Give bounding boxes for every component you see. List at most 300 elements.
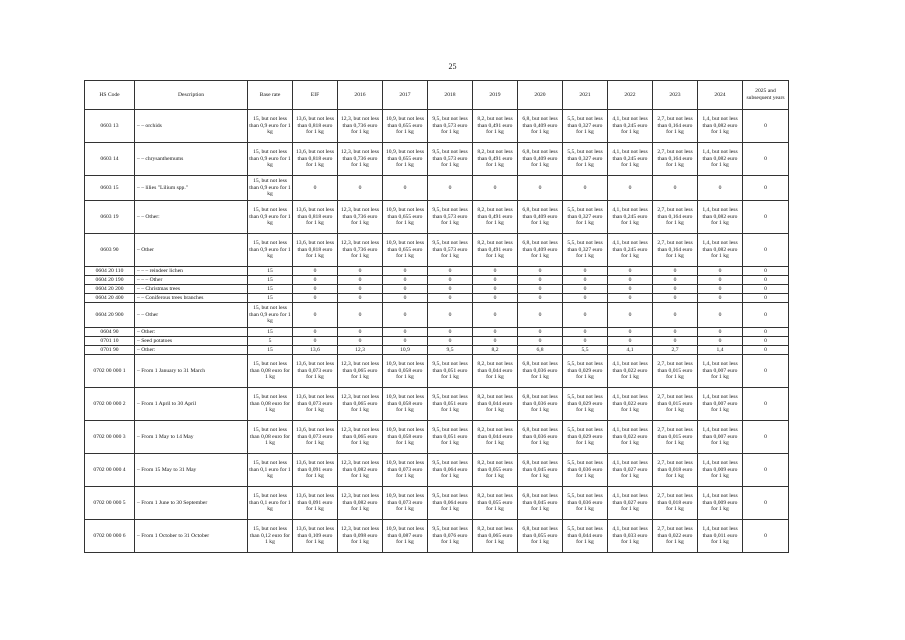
- rate-cell: 0: [743, 234, 789, 267]
- rate-cell: 0: [293, 294, 338, 303]
- rate-cell: 15, but not less than 0,9 euro for 1 kg: [248, 110, 293, 143]
- rate-cell: 15, but not less than 0,9 euro for 1 kg: [248, 176, 293, 201]
- table-row: [85, 143, 789, 176]
- rate-cell: 12,3, but not less than 0,736 euro for 1 kg: [338, 110, 383, 143]
- rate-cell: 15, but not less than 0,9 euro for 1 kg: [248, 201, 293, 234]
- rate-cell: 0: [653, 337, 698, 346]
- rate-cell: 0: [653, 303, 698, 328]
- column-header: 2023: [653, 81, 698, 110]
- rate-cell: 12,3, but not less than 0,736 euro for 1 kg: [338, 234, 383, 267]
- column-header: Description: [135, 81, 248, 110]
- rate-cell: 0: [383, 303, 428, 328]
- rate-cell: 15, but not less than 0,08 euro for 1 kg: [248, 355, 293, 388]
- description-cell: – Seed potatoes: [135, 337, 248, 346]
- hs-code-cell: 0604 20 400: [85, 294, 135, 303]
- rate-cell: 4,1, but not less than 0,027 euro for 1 kg: [608, 454, 653, 487]
- table-row: [85, 234, 789, 267]
- rate-cell: 0: [338, 337, 383, 346]
- rate-cell: 15, but not less than 0,1 euro for 1 kg: [248, 454, 293, 487]
- rate-cell: 0: [653, 294, 698, 303]
- rate-cell: 9,5, but not less than 0,064 euro for 1 kg: [428, 454, 473, 487]
- rate-cell: 10,9, but not less than 0,073 euro for 1 kg: [383, 454, 428, 487]
- rate-cell: 10,9, but not less than 0,655 euro for 1 kg: [383, 143, 428, 176]
- rate-cell: 0: [608, 276, 653, 285]
- rate-cell: 0: [518, 285, 563, 294]
- column-header: 2024: [698, 81, 743, 110]
- rate-cell: 0: [428, 276, 473, 285]
- rate-cell: 15: [248, 328, 293, 337]
- rate-cell: 0: [563, 276, 608, 285]
- rate-cell: 0: [653, 176, 698, 201]
- rate-cell: 4,1, but not less than 0,022 euro for 1 kg: [608, 421, 653, 454]
- rate-cell: 1,4, but not less than 0,007 euro for 1 kg: [698, 355, 743, 388]
- rate-cell: 0: [293, 285, 338, 294]
- rate-cell: 8,2, but not less than 0,491 euro for 1 kg: [473, 234, 518, 267]
- rate-cell: 0: [653, 276, 698, 285]
- rate-cell: 1,4, but not less than 0,009 euro for 1 kg: [698, 487, 743, 520]
- rate-cell: 8,2, but not less than 0,065 euro for 1 kg: [473, 520, 518, 553]
- rate-cell: 2,7, but not less than 0,164 euro for 1 kg: [653, 201, 698, 234]
- rate-cell: 6,8, but not less than 0,409 euro for 1 kg: [518, 201, 563, 234]
- rate-cell: 9,5, but not less than 0,051 euro for 1 kg: [428, 421, 473, 454]
- rate-cell: 0: [518, 328, 563, 337]
- rate-cell: 15, but not less than 0,08 euro for 1 kg: [248, 388, 293, 421]
- rate-cell: 1,4, but not less than 0,082 euro for 1 kg: [698, 110, 743, 143]
- rate-cell: 0: [608, 267, 653, 276]
- description-cell: – – – reindeer lichen: [135, 267, 248, 276]
- rate-cell: 6,8, but not less than 0,409 euro for 1 kg: [518, 234, 563, 267]
- table-row: [85, 487, 789, 520]
- rate-cell: 0: [518, 176, 563, 201]
- column-header: 2019: [473, 81, 518, 110]
- table-row: [85, 201, 789, 234]
- rate-cell: 13,6, but not less than 0,818 euro for 1 kg: [293, 143, 338, 176]
- rate-cell: 15: [248, 346, 293, 355]
- hs-code-cell: 0702 00 000 6: [85, 520, 135, 553]
- hs-code-cell: 0604 20 110: [85, 267, 135, 276]
- rate-cell: 6,8, but not less than 0,045 euro for 1 kg: [518, 487, 563, 520]
- rate-cell: 0: [473, 285, 518, 294]
- rate-cell: 0: [743, 346, 789, 355]
- rate-cell: 5,5, but not less than 0,029 euro for 1 kg: [563, 355, 608, 388]
- rate-cell: 4,1, but not less than 0,245 euro for 1 kg: [608, 143, 653, 176]
- rate-cell: 0: [338, 267, 383, 276]
- rate-cell: 2,7, but not less than 0,015 euro for 1 kg: [653, 355, 698, 388]
- rate-cell: 9,5, but not less than 0,573 euro for 1 kg: [428, 110, 473, 143]
- hs-code-cell: 0604 90: [85, 328, 135, 337]
- rate-cell: 13,6, but not less than 0,818 euro for 1 kg: [293, 110, 338, 143]
- table-row: [85, 276, 789, 285]
- rate-cell: 0: [338, 294, 383, 303]
- hs-code-cell: 0702 00 000 4: [85, 454, 135, 487]
- rate-cell: 13,6, but not less than 0,073 euro for 1 kg: [293, 355, 338, 388]
- rate-cell: 0: [563, 328, 608, 337]
- header-row: [85, 81, 789, 110]
- rate-cell: 0: [698, 267, 743, 276]
- rate-cell: 0: [698, 337, 743, 346]
- rate-cell: 0: [473, 294, 518, 303]
- rate-cell: 0: [743, 328, 789, 337]
- rate-cell: 0: [338, 328, 383, 337]
- table-row: [85, 267, 789, 276]
- hs-code-cell: 0603 90: [85, 234, 135, 267]
- rate-cell: 4,1, but not less than 0,245 euro for 1 kg: [608, 234, 653, 267]
- rate-cell: 0: [743, 337, 789, 346]
- rate-cell: 8,2, but not less than 0,491 euro for 1 kg: [473, 143, 518, 176]
- rate-cell: 0: [743, 294, 789, 303]
- rate-cell: 9,5: [428, 346, 473, 355]
- rate-cell: 0: [653, 328, 698, 337]
- rate-cell: 6,8, but not less than 0,036 euro for 1 kg: [518, 421, 563, 454]
- rate-cell: 0: [743, 454, 789, 487]
- rate-cell: 0: [608, 285, 653, 294]
- rate-cell: 9,5, but not less than 0,076 euro for 1 kg: [428, 520, 473, 553]
- rate-cell: 15, but not less than 0,9 euro for 1 kg: [248, 143, 293, 176]
- rate-cell: 8,2, but not less than 0,491 euro for 1 kg: [473, 110, 518, 143]
- rate-cell: 1,4, but not less than 0,082 euro for 1 kg: [698, 234, 743, 267]
- hs-code-cell: 0603 15: [85, 176, 135, 201]
- rate-cell: 0: [293, 267, 338, 276]
- rate-cell: 0: [383, 267, 428, 276]
- rate-cell: 13,6, but not less than 0,091 euro for 1 kg: [293, 454, 338, 487]
- rate-cell: 0: [743, 421, 789, 454]
- table-row: [85, 421, 789, 454]
- rate-cell: 4,1, but not less than 0,022 euro for 1 kg: [608, 388, 653, 421]
- rate-cell: 12,3, but not less than 0,082 euro for 1 kg: [338, 487, 383, 520]
- rate-cell: 13,6, but not less than 0,091 euro for 1 kg: [293, 487, 338, 520]
- description-cell: – – Other:: [135, 201, 248, 234]
- description-cell: – – – Other: [135, 276, 248, 285]
- rate-cell: 12,3, but not less than 0,736 euro for 1 kg: [338, 201, 383, 234]
- hs-code-cell: 0603 19: [85, 201, 135, 234]
- rate-cell: 0: [428, 285, 473, 294]
- rate-cell: 0: [698, 285, 743, 294]
- hs-code-cell: 0603 14: [85, 143, 135, 176]
- rate-cell: 0: [473, 267, 518, 276]
- rate-cell: 0: [383, 337, 428, 346]
- description-cell: – From 15 May to 31 May: [135, 454, 248, 487]
- hs-code-cell: 0603 13: [85, 110, 135, 143]
- description-cell: – – lilies "Lilium spp.": [135, 176, 248, 201]
- rate-cell: 12,3: [338, 346, 383, 355]
- description-cell: – – Christmas trees: [135, 285, 248, 294]
- rate-cell: 12,3, but not less than 0,098 euro for 1 kg: [338, 520, 383, 553]
- rate-cell: 13,6, but not less than 0,073 euro for 1 kg: [293, 388, 338, 421]
- rate-cell: 0: [473, 328, 518, 337]
- rate-cell: 12,3, but not less than 0,065 euro for 1 kg: [338, 388, 383, 421]
- column-header: 2017: [383, 81, 428, 110]
- hs-code-cell: 0604 20 200: [85, 285, 135, 294]
- rate-cell: 13,6, but not less than 0,073 euro for 1 kg: [293, 421, 338, 454]
- rate-cell: 1,4, but not less than 0,007 euro for 1 kg: [698, 421, 743, 454]
- rate-cell: 15, but not less than 0,1 euro for 1 kg: [248, 487, 293, 520]
- rate-cell: 0: [743, 355, 789, 388]
- rate-cell: 15: [248, 276, 293, 285]
- rate-cell: 15: [248, 294, 293, 303]
- rate-cell: 10,9, but not less than 0,073 euro for 1 kg: [383, 487, 428, 520]
- description-cell: – Other:: [135, 346, 248, 355]
- table-row: [85, 355, 789, 388]
- rate-cell: 6,8, but not less than 0,036 euro for 1 kg: [518, 388, 563, 421]
- rate-cell: 9,5, but not less than 0,051 euro for 1 kg: [428, 355, 473, 388]
- rate-cell: 9,5, but not less than 0,064 euro for 1 kg: [428, 487, 473, 520]
- rate-cell: 0: [743, 201, 789, 234]
- table-row: [85, 176, 789, 201]
- rate-cell: 1,4, but not less than 0,082 euro for 1 kg: [698, 143, 743, 176]
- rate-cell: 2,7, but not less than 0,015 euro for 1 kg: [653, 388, 698, 421]
- table-row: [85, 110, 789, 143]
- rate-cell: 0: [518, 294, 563, 303]
- rate-cell: 0: [563, 303, 608, 328]
- column-header: 2025 and subsequent years: [743, 81, 789, 110]
- rate-cell: 6,8, but not less than 0,036 euro for 1 kg: [518, 355, 563, 388]
- description-cell: – – Coniferous trees branches: [135, 294, 248, 303]
- rate-cell: 4,1, but not less than 0,022 euro for 1 kg: [608, 355, 653, 388]
- rate-cell: 0: [293, 276, 338, 285]
- rate-cell: 0: [428, 176, 473, 201]
- description-cell: – From 1 June to 30 September: [135, 487, 248, 520]
- hs-code-cell: 0604 20 190: [85, 276, 135, 285]
- column-header: 2020: [518, 81, 563, 110]
- rate-cell: 5,5, but not less than 0,029 euro for 1 kg: [563, 388, 608, 421]
- rate-cell: 0: [563, 267, 608, 276]
- rate-cell: 0: [698, 328, 743, 337]
- table-body: [85, 110, 789, 553]
- table-row: [85, 303, 789, 328]
- rate-cell: 1,4, but not less than 0,009 euro for 1 kg: [698, 454, 743, 487]
- rate-cell: 12,3, but not less than 0,065 euro for 1 kg: [338, 355, 383, 388]
- tariff-table: [84, 80, 789, 553]
- column-header: EIF: [293, 81, 338, 110]
- rate-cell: 5,5: [563, 346, 608, 355]
- description-cell: – From 1 October to 31 October: [135, 520, 248, 553]
- rate-cell: 1,4, but not less than 0,007 euro for 1 kg: [698, 388, 743, 421]
- rate-cell: 0: [293, 176, 338, 201]
- rate-cell: 8,2: [473, 346, 518, 355]
- rate-cell: 0: [743, 276, 789, 285]
- rate-cell: 0: [473, 303, 518, 328]
- rate-cell: 10,9, but not less than 0,058 euro for 1 kg: [383, 355, 428, 388]
- rate-cell: 5: [248, 337, 293, 346]
- description-cell: – Other:: [135, 328, 248, 337]
- rate-cell: 10,9, but not less than 0,655 euro for 1 kg: [383, 234, 428, 267]
- rate-cell: 0: [383, 294, 428, 303]
- rate-cell: 0: [698, 176, 743, 201]
- rate-cell: 10,9, but not less than 0,087 euro for 1 kg: [383, 520, 428, 553]
- rate-cell: 0: [383, 176, 428, 201]
- rate-cell: 0: [563, 337, 608, 346]
- rate-cell: 5,5, but not less than 0,036 euro for 1 kg: [563, 487, 608, 520]
- column-header: 2022: [608, 81, 653, 110]
- rate-cell: 8,2, but not less than 0,055 euro for 1 kg: [473, 454, 518, 487]
- rate-cell: 2,7, but not less than 0,018 euro for 1 kg: [653, 454, 698, 487]
- rate-cell: 2,7, but not less than 0,015 euro for 1 kg: [653, 421, 698, 454]
- rate-cell: 0: [743, 267, 789, 276]
- rate-cell: 0: [383, 285, 428, 294]
- rate-cell: 12,3, but not less than 0,065 euro for 1 kg: [338, 421, 383, 454]
- rate-cell: 9,5, but not less than 0,573 euro for 1 kg: [428, 143, 473, 176]
- rate-cell: 0: [293, 337, 338, 346]
- hs-code-cell: 0702 00 000 1: [85, 355, 135, 388]
- rate-cell: 10,9, but not less than 0,655 euro for 1 kg: [383, 201, 428, 234]
- description-cell: – – chrysanthemums: [135, 143, 248, 176]
- rate-cell: 15, but not less than 0,9 euro for 1 kg: [248, 234, 293, 267]
- rate-cell: 0: [743, 520, 789, 553]
- rate-cell: 10,9, but not less than 0,655 euro for 1 kg: [383, 110, 428, 143]
- rate-cell: 1,4, but not less than 0,082 euro for 1 kg: [698, 201, 743, 234]
- rate-cell: 0: [293, 303, 338, 328]
- rate-cell: 0: [743, 176, 789, 201]
- table-row: [85, 520, 789, 553]
- rate-cell: 4,1, but not less than 0,245 euro for 1 kg: [608, 110, 653, 143]
- rate-cell: 0: [743, 388, 789, 421]
- rate-cell: 1,4, but not less than 0,011 euro for 1 kg: [698, 520, 743, 553]
- rate-cell: 13,6, but not less than 0,818 euro for 1 kg: [293, 201, 338, 234]
- rate-cell: 0: [428, 328, 473, 337]
- rate-cell: 2,7, but not less than 0,164 euro for 1 kg: [653, 110, 698, 143]
- table-row: [85, 294, 789, 303]
- rate-cell: 0: [608, 337, 653, 346]
- rate-cell: 6,8: [518, 346, 563, 355]
- table-row: [85, 346, 789, 355]
- rate-cell: 0: [428, 294, 473, 303]
- rate-cell: 5,5, but not less than 0,044 euro for 1 kg: [563, 520, 608, 553]
- table-row: [85, 337, 789, 346]
- rate-cell: 2,7: [653, 346, 698, 355]
- rate-cell: 0: [698, 276, 743, 285]
- rate-cell: 0: [338, 285, 383, 294]
- page-number: 25: [448, 62, 457, 71]
- column-header: 2021: [563, 81, 608, 110]
- rate-cell: 0: [428, 303, 473, 328]
- hs-code-cell: 0702 00 000 3: [85, 421, 135, 454]
- column-header: 2018: [428, 81, 473, 110]
- rate-cell: 9,5, but not less than 0,573 euro for 1 kg: [428, 201, 473, 234]
- rate-cell: 5,5, but not less than 0,327 euro for 1 kg: [563, 110, 608, 143]
- rate-cell: 15, but not less than 0,08 euro for 1 kg: [248, 421, 293, 454]
- rate-cell: 2,7, but not less than 0,022 euro for 1 kg: [653, 520, 698, 553]
- hs-code-cell: 0702 00 000 5: [85, 487, 135, 520]
- rate-cell: 9,5, but not less than 0,051 euro for 1 kg: [428, 388, 473, 421]
- rate-cell: 0: [743, 143, 789, 176]
- hs-code-cell: 0701 10: [85, 337, 135, 346]
- rate-cell: 15, but not less than 0,9 euro for 1 kg: [248, 303, 293, 328]
- rate-cell: 4,1: [608, 346, 653, 355]
- rate-cell: 15: [248, 285, 293, 294]
- rate-cell: 0: [563, 294, 608, 303]
- description-cell: – Other: [135, 234, 248, 267]
- rate-cell: 0: [518, 337, 563, 346]
- rate-cell: 0: [653, 267, 698, 276]
- rate-cell: 6,8, but not less than 0,409 euro for 1 kg: [518, 143, 563, 176]
- description-cell: – – Other: [135, 303, 248, 328]
- rate-cell: 8,2, but not less than 0,491 euro for 1 kg: [473, 201, 518, 234]
- rate-cell: 0: [743, 303, 789, 328]
- description-cell: – – orchids: [135, 110, 248, 143]
- column-header: Base rate: [248, 81, 293, 110]
- rate-cell: 0: [743, 110, 789, 143]
- rate-cell: 0: [743, 487, 789, 520]
- column-header: 2016: [338, 81, 383, 110]
- rate-cell: 8,2, but not less than 0,044 euro for 1 kg: [473, 355, 518, 388]
- rate-cell: 8,2, but not less than 0,044 euro for 1 kg: [473, 421, 518, 454]
- rate-cell: 0: [608, 328, 653, 337]
- rate-cell: 0: [293, 328, 338, 337]
- rate-cell: 0: [743, 285, 789, 294]
- description-cell: – From 1 January to 31 March: [135, 355, 248, 388]
- rate-cell: 5,5, but not less than 0,036 euro for 1 kg: [563, 454, 608, 487]
- rate-cell: 13,6: [293, 346, 338, 355]
- rate-cell: 0: [563, 176, 608, 201]
- rate-cell: 15, but not less than 0,12 euro for 1 kg: [248, 520, 293, 553]
- description-cell: – From 1 May to 14 May: [135, 421, 248, 454]
- rate-cell: 0: [338, 176, 383, 201]
- rate-cell: 10,9, but not less than 0,058 euro for 1 kg: [383, 421, 428, 454]
- rate-cell: 5,5, but not less than 0,327 euro for 1 kg: [563, 201, 608, 234]
- rate-cell: 4,1, but not less than 0,027 euro for 1 kg: [608, 487, 653, 520]
- rate-cell: 0: [473, 176, 518, 201]
- rate-cell: 0: [608, 176, 653, 201]
- hs-code-cell: 0604 20 900: [85, 303, 135, 328]
- rate-cell: 12,3, but not less than 0,736 euro for 1 kg: [338, 143, 383, 176]
- rate-cell: 0: [518, 276, 563, 285]
- rate-cell: 0: [428, 337, 473, 346]
- rate-cell: 8,2, but not less than 0,055 euro for 1 kg: [473, 487, 518, 520]
- table-row: [85, 454, 789, 487]
- rate-cell: 13,6, but not less than 0,818 euro for 1 kg: [293, 234, 338, 267]
- rate-cell: 8,2, but not less than 0,044 euro for 1 kg: [473, 388, 518, 421]
- rate-cell: 15: [248, 267, 293, 276]
- rate-cell: 0: [518, 303, 563, 328]
- rate-cell: 0: [383, 276, 428, 285]
- rate-cell: 2,7, but not less than 0,164 euro for 1 kg: [653, 234, 698, 267]
- rate-cell: 0: [518, 267, 563, 276]
- rate-cell: 4,1, but not less than 0,245 euro for 1 kg: [608, 201, 653, 234]
- rate-cell: 0: [608, 303, 653, 328]
- rate-cell: 5,5, but not less than 0,327 euro for 1 kg: [563, 234, 608, 267]
- rate-cell: 0: [338, 276, 383, 285]
- rate-cell: 6,8, but not less than 0,409 euro for 1 kg: [518, 110, 563, 143]
- table-row: [85, 388, 789, 421]
- rate-cell: 0: [608, 294, 653, 303]
- rate-cell: 2,7, but not less than 0,018 euro for 1 kg: [653, 487, 698, 520]
- rate-cell: 1,4: [698, 346, 743, 355]
- rate-cell: 0: [473, 337, 518, 346]
- rate-cell: 2,7, but not less than 0,164 euro for 1 kg: [653, 143, 698, 176]
- rate-cell: 0: [428, 267, 473, 276]
- rate-cell: 5,5, but not less than 0,327 euro for 1 kg: [563, 143, 608, 176]
- column-header: HS Code: [85, 81, 135, 110]
- rate-cell: 0: [653, 285, 698, 294]
- rate-cell: 0: [698, 303, 743, 328]
- rate-cell: 12,3, but not less than 0,082 euro for 1 kg: [338, 454, 383, 487]
- rate-cell: 13,6, but not less than 0,109 euro for 1 kg: [293, 520, 338, 553]
- rate-cell: 0: [338, 303, 383, 328]
- hs-code-cell: 0702 00 000 2: [85, 388, 135, 421]
- description-cell: – From 1 April to 30 April: [135, 388, 248, 421]
- rate-cell: 9,5, but not less than 0,573 euro for 1 kg: [428, 234, 473, 267]
- table-header: [85, 81, 789, 110]
- rate-cell: 5,5, but not less than 0,029 euro for 1 kg: [563, 421, 608, 454]
- rate-cell: 0: [473, 276, 518, 285]
- rate-cell: 10,9, but not less than 0,058 euro for 1 kg: [383, 388, 428, 421]
- rate-cell: 10,9: [383, 346, 428, 355]
- rate-cell: 6,8, but not less than 0,045 euro for 1 kg: [518, 454, 563, 487]
- rate-cell: 6,8, but not less than 0,055 euro for 1 kg: [518, 520, 563, 553]
- table-row: [85, 285, 789, 294]
- hs-code-cell: 0701 90: [85, 346, 135, 355]
- rate-cell: 0: [383, 328, 428, 337]
